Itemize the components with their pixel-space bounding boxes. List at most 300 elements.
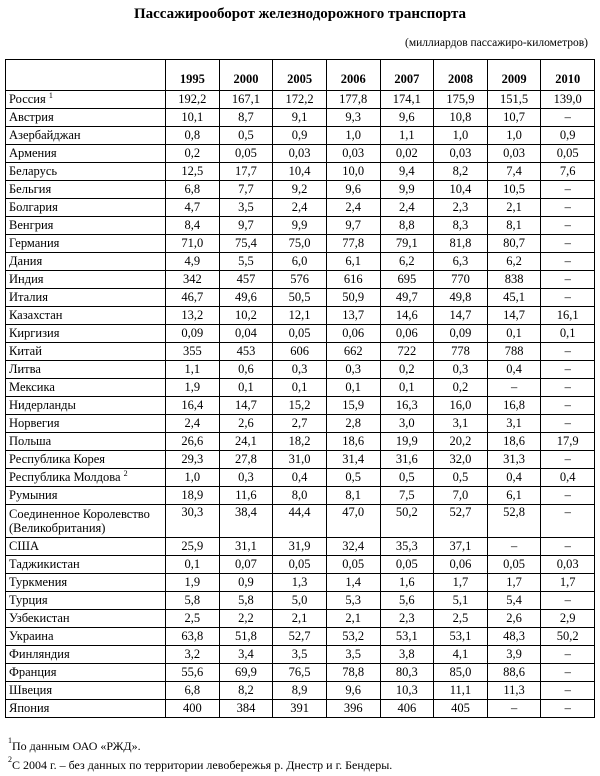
value-cell: – [541, 487, 595, 505]
value-cell: – [541, 217, 595, 235]
value-cell: 7,4 [487, 163, 541, 181]
country-cell [6, 109, 166, 127]
value-cell: 0,4 [487, 469, 541, 487]
country-cell [6, 253, 166, 271]
country-name: Индия [9, 272, 44, 286]
value-cell: 6,8 [166, 181, 220, 199]
country-name: Финляндия [9, 647, 70, 661]
value-cell: 9,6 [326, 181, 380, 199]
value-cell: – [541, 181, 595, 199]
value-cell: 53,2 [326, 628, 380, 646]
table-row [6, 271, 595, 289]
country-name: Норвегия [9, 416, 60, 430]
country-cell [6, 307, 166, 325]
value-cell: 10,8 [434, 109, 488, 127]
value-cell: 0,09 [166, 325, 220, 343]
table-row [6, 217, 595, 235]
table-row [6, 574, 595, 592]
footnote-ref: 2 [123, 469, 128, 478]
value-cell: 3,5 [219, 199, 273, 217]
value-cell: 2,9 [541, 610, 595, 628]
table-row [6, 610, 595, 628]
value-cell: 0,03 [541, 556, 595, 574]
value-cell: 342 [166, 271, 220, 289]
value-cell: 44,4 [273, 505, 327, 538]
value-cell: – [541, 271, 595, 289]
value-cell: 13,2 [166, 307, 220, 325]
value-cell: 0,05 [541, 145, 595, 163]
header-year: 2008 [434, 60, 488, 91]
value-cell: 50,2 [541, 628, 595, 646]
country-name: Швеция [9, 683, 53, 697]
value-cell: – [541, 451, 595, 469]
country-name: Украина [9, 629, 54, 643]
value-cell: 9,6 [380, 109, 434, 127]
country-cell [6, 325, 166, 343]
footnote-text: С 2004 г. – без данных по территории левобережья р. Днестр и г. Бендеры. [12, 758, 393, 772]
value-cell: 49,6 [219, 289, 273, 307]
value-cell: 17,9 [541, 433, 595, 451]
value-cell: – [541, 592, 595, 610]
value-cell: 11,6 [219, 487, 273, 505]
value-cell: – [487, 700, 541, 718]
value-cell: 31,9 [273, 538, 327, 556]
value-cell: 192,2 [166, 91, 220, 109]
value-cell: 2,1 [326, 610, 380, 628]
header-year: 2000 [219, 60, 273, 91]
value-cell: 1,4 [326, 574, 380, 592]
value-cell: 5,6 [380, 592, 434, 610]
value-cell: 14,7 [434, 307, 488, 325]
value-cell: 8,1 [487, 217, 541, 235]
value-cell: 0,03 [326, 145, 380, 163]
value-cell: 79,1 [380, 235, 434, 253]
country-name: Армения [9, 146, 57, 160]
value-cell: 10,4 [434, 181, 488, 199]
value-cell: 9,9 [380, 181, 434, 199]
value-cell: 0,1 [219, 379, 273, 397]
value-cell: 18,6 [326, 433, 380, 451]
value-cell: 0,03 [434, 145, 488, 163]
header-year: 2010 [541, 60, 595, 91]
country-name: Польша [9, 434, 52, 448]
value-cell: 0,1 [541, 325, 595, 343]
value-cell: 37,1 [434, 538, 488, 556]
table-row [6, 163, 595, 181]
table-row [6, 289, 595, 307]
value-cell: 10,0 [326, 163, 380, 181]
value-cell: 0,05 [487, 556, 541, 574]
value-cell: 12,5 [166, 163, 220, 181]
value-cell: – [487, 538, 541, 556]
value-cell: 3,1 [487, 415, 541, 433]
value-cell: 13,7 [326, 307, 380, 325]
value-cell: 16,1 [541, 307, 595, 325]
value-cell: 2,6 [219, 415, 273, 433]
country-name: Франция [9, 665, 57, 679]
value-cell: 1,0 [326, 127, 380, 145]
value-cell: 3,5 [326, 646, 380, 664]
value-cell: 0,2 [434, 379, 488, 397]
value-cell: 75,0 [273, 235, 327, 253]
value-cell: 53,1 [434, 628, 488, 646]
value-cell: – [541, 289, 595, 307]
value-cell: 10,1 [166, 109, 220, 127]
value-cell: 2,5 [166, 610, 220, 628]
value-cell: 0,4 [487, 361, 541, 379]
value-cell: 0,6 [219, 361, 273, 379]
country-cell [6, 700, 166, 718]
value-cell: – [541, 235, 595, 253]
header-year: 2007 [380, 60, 434, 91]
table-row [6, 325, 595, 343]
value-cell: 606 [273, 343, 327, 361]
country-cell [6, 163, 166, 181]
value-cell: – [541, 109, 595, 127]
value-cell: 16,3 [380, 397, 434, 415]
table-row [6, 253, 595, 271]
table-row [6, 109, 595, 127]
value-cell: 45,1 [487, 289, 541, 307]
value-cell: 18,9 [166, 487, 220, 505]
value-cell: 0,1 [487, 325, 541, 343]
country-cell [6, 199, 166, 217]
country-name: Литва [9, 362, 41, 376]
value-cell: 49,8 [434, 289, 488, 307]
value-cell: 695 [380, 271, 434, 289]
value-cell: 76,5 [273, 664, 327, 682]
value-cell: 17,7 [219, 163, 273, 181]
table-row [6, 127, 595, 145]
value-cell: 10,4 [273, 163, 327, 181]
value-cell: 9,3 [326, 109, 380, 127]
value-cell: 14,7 [219, 397, 273, 415]
value-cell: 5,1 [434, 592, 488, 610]
value-cell: 0,5 [326, 469, 380, 487]
value-cell: – [541, 700, 595, 718]
country-name: Болгария [9, 200, 58, 214]
table-row [6, 451, 595, 469]
value-cell: 16,8 [487, 397, 541, 415]
value-cell: 172,2 [273, 91, 327, 109]
country-cell [6, 271, 166, 289]
value-cell: 0,3 [273, 361, 327, 379]
value-cell: – [541, 379, 595, 397]
value-cell: 50,5 [273, 289, 327, 307]
value-cell: 10,5 [487, 181, 541, 199]
value-cell: 31,1 [219, 538, 273, 556]
value-cell: – [541, 646, 595, 664]
value-cell: 14,6 [380, 307, 434, 325]
footnote-text: По данным ОАО «РЖД». [12, 739, 141, 753]
value-cell: 27,8 [219, 451, 273, 469]
value-cell: 1,0 [487, 127, 541, 145]
table-row [6, 628, 595, 646]
page-title: Пассажирооборот железнодорожного транспорта [133, 6, 467, 22]
value-cell: 16,0 [434, 397, 488, 415]
value-cell: 8,0 [273, 487, 327, 505]
value-cell: 9,1 [273, 109, 327, 127]
value-cell: 14,7 [487, 307, 541, 325]
value-cell: 457 [219, 271, 273, 289]
value-cell: 0,9 [541, 127, 595, 145]
country-name: Бельгия [9, 182, 52, 196]
footnote-mark: 2 [8, 755, 12, 764]
value-cell: 0,9 [219, 574, 273, 592]
value-cell: 1,6 [380, 574, 434, 592]
table-row [6, 682, 595, 700]
units-note: (миллиардов пассажиро-километров) [405, 37, 588, 49]
value-cell: 7,5 [380, 487, 434, 505]
value-cell: 78,8 [326, 664, 380, 682]
country-cell [6, 451, 166, 469]
value-cell: 35,3 [380, 538, 434, 556]
footnote [8, 737, 392, 756]
value-cell: 0,9 [273, 127, 327, 145]
country-cell [6, 487, 166, 505]
table-row [6, 433, 595, 451]
table-row [6, 415, 595, 433]
value-cell: 0,1 [273, 379, 327, 397]
value-cell: 0,06 [434, 556, 488, 574]
value-cell: 9,9 [273, 217, 327, 235]
value-cell: 30,3 [166, 505, 220, 538]
value-cell: 49,7 [380, 289, 434, 307]
value-cell: 4,9 [166, 253, 220, 271]
value-cell: 0,05 [326, 556, 380, 574]
value-cell: 32,0 [434, 451, 488, 469]
value-cell: 406 [380, 700, 434, 718]
table-row [6, 505, 595, 538]
value-cell: 396 [326, 700, 380, 718]
value-cell: – [541, 664, 595, 682]
value-cell: 5,3 [326, 592, 380, 610]
value-cell: 69,9 [219, 664, 273, 682]
value-cell: 6,2 [380, 253, 434, 271]
value-cell: 46,7 [166, 289, 220, 307]
value-cell: 31,3 [487, 451, 541, 469]
value-cell: 5,0 [273, 592, 327, 610]
value-cell: 63,8 [166, 628, 220, 646]
value-cell: 0,1 [380, 379, 434, 397]
value-cell: 2,4 [273, 199, 327, 217]
value-cell: 6,8 [166, 682, 220, 700]
value-cell: 31,4 [326, 451, 380, 469]
value-cell: 8,8 [380, 217, 434, 235]
value-cell: 7,7 [219, 181, 273, 199]
country-name: Китай [9, 344, 42, 358]
header-year: 2006 [326, 60, 380, 91]
country-cell [6, 628, 166, 646]
country-name: Италия [9, 290, 48, 304]
value-cell: – [541, 682, 595, 700]
country-name: Япония [9, 701, 50, 715]
value-cell: 1,9 [166, 574, 220, 592]
value-cell: 1,1 [166, 361, 220, 379]
country-cell [6, 379, 166, 397]
value-cell: 0,05 [380, 556, 434, 574]
value-cell: 12,1 [273, 307, 327, 325]
value-cell: 0,03 [487, 145, 541, 163]
value-cell: 8,3 [434, 217, 488, 235]
country-name: Дания [9, 254, 43, 268]
value-cell: 9,4 [380, 163, 434, 181]
value-cell: 1,1 [380, 127, 434, 145]
country-cell [6, 235, 166, 253]
value-cell: 7,0 [434, 487, 488, 505]
country-cell [6, 145, 166, 163]
value-cell: – [541, 538, 595, 556]
header-country-cell [6, 60, 166, 91]
header-year: 2005 [273, 60, 327, 91]
value-cell: 31,6 [380, 451, 434, 469]
table-row [6, 700, 595, 718]
value-cell: 576 [273, 271, 327, 289]
value-cell: 11,1 [434, 682, 488, 700]
value-cell: 48,3 [487, 628, 541, 646]
value-cell: 50,9 [326, 289, 380, 307]
header-row [6, 60, 595, 91]
value-cell: 50,2 [380, 505, 434, 538]
value-cell: 0,2 [166, 145, 220, 163]
value-cell: 3,1 [434, 415, 488, 433]
table-body [6, 91, 595, 718]
value-cell: 0,1 [326, 379, 380, 397]
value-cell: 15,9 [326, 397, 380, 415]
value-cell: 838 [487, 271, 541, 289]
value-cell: 6,1 [487, 487, 541, 505]
value-cell: 8,1 [326, 487, 380, 505]
value-cell: 778 [434, 343, 488, 361]
footnote-mark: 1 [8, 736, 12, 745]
country-cell [6, 574, 166, 592]
value-cell: 52,7 [434, 505, 488, 538]
country-name: Киргизия [9, 326, 60, 340]
value-cell: 0,06 [326, 325, 380, 343]
value-cell: 26,6 [166, 433, 220, 451]
value-cell: 405 [434, 700, 488, 718]
country-cell [6, 343, 166, 361]
country-name: Республика Молдова [9, 470, 121, 484]
value-cell: 151,5 [487, 91, 541, 109]
country-cell [6, 682, 166, 700]
value-cell: 0,3 [326, 361, 380, 379]
value-cell: 5,5 [219, 253, 273, 271]
value-cell: 80,7 [487, 235, 541, 253]
value-cell: 1,9 [166, 379, 220, 397]
country-name: Турция [9, 593, 48, 607]
country-cell [6, 217, 166, 235]
country-name: Россия [9, 92, 46, 106]
value-cell: 722 [380, 343, 434, 361]
value-cell: 7,6 [541, 163, 595, 181]
country-name: Нидерланды [9, 398, 76, 412]
value-cell: 3,5 [273, 646, 327, 664]
country-name: Германия [9, 236, 60, 250]
table-row [6, 646, 595, 664]
country-cell [6, 646, 166, 664]
table-row [6, 199, 595, 217]
value-cell: – [541, 253, 595, 271]
value-cell: 2,2 [219, 610, 273, 628]
value-cell: 3,4 [219, 646, 273, 664]
table-row [6, 145, 595, 163]
country-cell [6, 664, 166, 682]
table-row [6, 397, 595, 415]
value-cell: 2,4 [326, 199, 380, 217]
value-cell: 9,7 [219, 217, 273, 235]
value-cell: 400 [166, 700, 220, 718]
country-cell [6, 433, 166, 451]
value-cell: 11,3 [487, 682, 541, 700]
value-cell: 5,4 [487, 592, 541, 610]
value-cell: 355 [166, 343, 220, 361]
country-name: Таджикистан [9, 557, 80, 571]
header-year: 2009 [487, 60, 541, 91]
value-cell: 31,0 [273, 451, 327, 469]
table-row [6, 487, 595, 505]
table-row [6, 664, 595, 682]
value-cell: 6,0 [273, 253, 327, 271]
value-cell: 3,8 [380, 646, 434, 664]
value-cell: 77,8 [326, 235, 380, 253]
value-cell: 0,5 [219, 127, 273, 145]
value-cell: 0,05 [273, 556, 327, 574]
value-cell: 2,1 [273, 610, 327, 628]
value-cell: 0,05 [219, 145, 273, 163]
country-name: Казахстан [9, 308, 63, 322]
country-name: Туркмения [9, 575, 68, 589]
value-cell: 2,4 [166, 415, 220, 433]
value-cell: 1,7 [541, 574, 595, 592]
value-cell: 1,7 [434, 574, 488, 592]
country-cell [6, 592, 166, 610]
table-row [6, 181, 595, 199]
value-cell: 24,1 [219, 433, 273, 451]
country-name: Соединенное Королевство (Великобритания) [9, 507, 150, 535]
country-name: Узбекистан [9, 611, 70, 625]
country-cell [6, 181, 166, 199]
value-cell: – [541, 397, 595, 415]
value-cell: 0,04 [219, 325, 273, 343]
country-name: Румыния [9, 488, 58, 502]
value-cell: 0,09 [434, 325, 488, 343]
value-cell: 6,1 [326, 253, 380, 271]
value-cell: 6,2 [487, 253, 541, 271]
value-cell: 53,1 [380, 628, 434, 646]
country-cell [6, 610, 166, 628]
value-cell: 0,06 [380, 325, 434, 343]
country-cell [6, 127, 166, 145]
table-row [6, 235, 595, 253]
value-cell: 2,4 [380, 199, 434, 217]
value-cell: 0,5 [380, 469, 434, 487]
value-cell: 167,1 [219, 91, 273, 109]
value-cell: 0,3 [434, 361, 488, 379]
country-name: Азербайджан [9, 128, 81, 142]
value-cell: 2,3 [380, 610, 434, 628]
value-cell: 8,2 [434, 163, 488, 181]
value-cell: 5,8 [166, 592, 220, 610]
value-cell: 9,6 [326, 682, 380, 700]
value-cell: 18,6 [487, 433, 541, 451]
country-cell [6, 556, 166, 574]
value-cell: 4,7 [166, 199, 220, 217]
header-year: 1995 [166, 60, 220, 91]
value-cell: 1,3 [273, 574, 327, 592]
table-row [6, 379, 595, 397]
value-cell: 10,7 [487, 109, 541, 127]
